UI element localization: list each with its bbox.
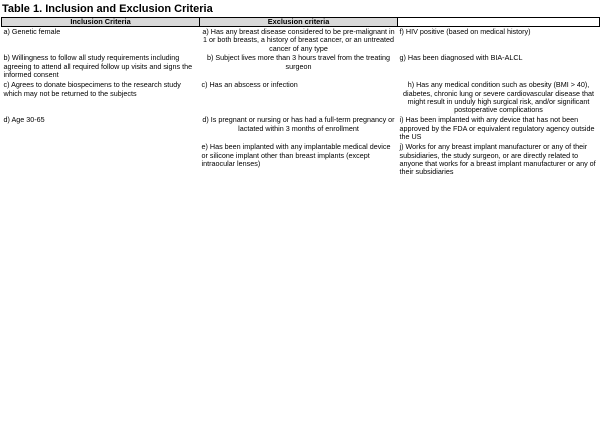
inclusion-cell: d) Age 30-65 [3,115,45,125]
criteria-table [1,17,600,177]
table-title: Table 1. Inclusion and Exclusion Criteria [2,3,213,15]
inclusion-cell: b) Willingness to follow all study requirements including agreeing to attend all required follow up visits and signs the informed consent [3,53,193,80]
exclusion-cell: j) Works for any breast implant manufacturer or any of their subsidiaries, the study surgeon, or are directly related to anyone that works for a breast implant manufacturer or any of their subsidiaries [399,142,596,177]
table-row [2,27,600,54]
blank-header [398,18,600,27]
exclusion-cell: h) Has any medical condition such as obesity (BMI > 40), diabetes, chronic lung or severe cardiovascular disease that might result in unduly high surgical risk, and/or significant postoperative complications [403,80,594,115]
exclusion-cell: g) Has been diagnosed with BIA-ALCL [399,53,523,63]
inclusion-cell: c) Agrees to donate biospecimens to the research study which may not be returned to the subjects [3,80,181,98]
header-row [2,18,600,27]
table-row [2,142,600,177]
table-row [2,115,600,142]
inclusion-cell: a) Genetic female [3,27,61,36]
exclusion-cell: e) Has been implanted with any implantable medical device or silicone implant other than breast implants (except intraocular lenses) [201,142,391,169]
exclusion-cell: c) Has an abscess or infection [201,80,298,90]
table-row [2,53,600,80]
exclusion-cell: b) Subject lives more than 3 hours travel from the treating surgeon [207,53,390,71]
exclusion-header: Exclusion criteria [200,18,398,27]
exclusion-cell: f) HIV positive (based on medical history) [399,27,531,36]
inclusion-cell [2,142,200,177]
exclusion-cell: a) Has any breast disease considered to be pre-malignant in 1 or both breasts, a history of breast cancer, or an untreated cancer of any type [202,27,395,53]
table-row [2,80,600,115]
inclusion-header: Inclusion Criteria [2,18,200,27]
exclusion-cell: i) Has been implanted with any device that has not been approved by the FDA or equivalent regulatory agency outside the US [399,115,595,142]
exclusion-cell: d) Is pregnant or nursing or has had a full-term pregnancy or lactated within 3 months of enrollment [202,115,395,133]
